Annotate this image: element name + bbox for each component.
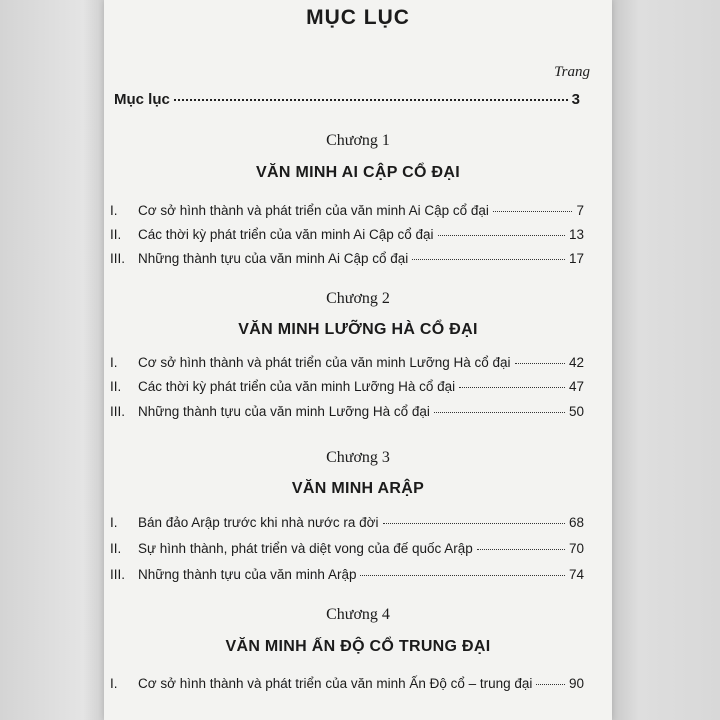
entry-page: 70 [568, 541, 584, 556]
toc-entry[interactable] [110, 515, 584, 530]
book-page [104, 0, 612, 720]
entry-text: Sự hình thành, phát triển và diệt vong của đế quốc Arập [138, 541, 473, 556]
toc-entry[interactable] [110, 203, 584, 218]
chapter-4-number: Chương 4 [326, 606, 390, 623]
entry-number: I. [110, 203, 118, 218]
dot-leader [438, 235, 565, 236]
dot-leader [515, 363, 565, 364]
entry-number: II. [110, 227, 122, 242]
chapter-2-number: Chương 2 [326, 290, 390, 307]
toc-entry[interactable] [110, 227, 584, 242]
dot-leader [493, 211, 573, 212]
page-column-label: Trang [554, 64, 590, 80]
entry-page: 50 [568, 404, 584, 419]
chapter-2-title: VĂN MINH LƯỠNG HÀ CỔ ĐẠI [238, 321, 478, 338]
toc-entry[interactable] [110, 541, 584, 556]
toc-entry-page: 3 [571, 91, 580, 108]
entry-number: I. [110, 676, 118, 691]
dot-leader [412, 259, 565, 260]
entry-text: Những thành tựu của văn minh Arập [138, 567, 357, 582]
chapter-1-number: Chương 1 [326, 132, 390, 149]
dot-leader [536, 684, 565, 685]
toc-entry[interactable] [110, 567, 584, 582]
page-title: MỤC LỤC [306, 6, 410, 29]
dot-leader [360, 575, 565, 576]
entry-number: II. [110, 541, 122, 556]
entry-page: 42 [568, 355, 584, 370]
toc-entry-muc-luc[interactable] [114, 91, 580, 108]
dot-leader [434, 412, 565, 413]
entry-page: 17 [568, 251, 584, 266]
chapter-4-title: VĂN MINH ẤN ĐỘ CỔ TRUNG ĐẠI [225, 638, 491, 655]
entry-text: Các thời kỳ phát triển của văn minh Lưỡng Hà cổ đại [138, 379, 456, 394]
toc-entry[interactable] [110, 676, 584, 691]
entry-number: I. [110, 515, 118, 530]
entry-number: I. [110, 355, 118, 370]
entry-number: III. [110, 567, 126, 582]
entry-text: Các thời kỳ phát triển của văn minh Ai Cập cổ đại [138, 227, 434, 242]
entry-text: Những thành tựu của văn minh Ai Cập cổ đại [138, 251, 409, 266]
entry-page: 7 [576, 203, 584, 218]
dot-leader [459, 387, 565, 388]
entry-text: Cơ sở hình thành và phát triển của văn minh Ấn Độ cổ – trung đại [138, 676, 533, 691]
entry-number: III. [110, 251, 126, 266]
toc-entry-label: Mục lục [114, 91, 170, 108]
entry-text: Cơ sở hình thành và phát triển của văn minh Ai Cập cổ đại [138, 203, 489, 218]
chapter-3-title: VĂN MINH ARẬP [291, 480, 425, 497]
toc-entry[interactable] [110, 404, 584, 419]
left-page-edge [0, 0, 104, 720]
entry-page: 47 [568, 379, 584, 394]
chapter-3-number: Chương 3 [326, 449, 390, 466]
entry-page: 68 [568, 515, 584, 530]
chapter-1-title: VĂN MINH AI CẬP CỔ ĐẠI [256, 164, 460, 181]
dot-leader [174, 99, 568, 101]
entry-number: II. [110, 379, 122, 394]
entry-page: 90 [568, 676, 584, 691]
toc-entry[interactable] [110, 251, 584, 266]
entry-text: Bán đảo Arập trước khi nhà nước ra đời [138, 515, 379, 530]
entry-text: Cơ sở hình thành và phát triển của văn minh Lưỡng Hà cổ đại [138, 355, 511, 370]
right-page-edge [612, 0, 720, 720]
toc-entry[interactable] [110, 355, 584, 370]
entry-page: 13 [568, 227, 584, 242]
entry-number: III. [110, 404, 126, 419]
entry-text: Những thành tựu của văn minh Lưỡng Hà cổ đại [138, 404, 430, 419]
entry-page: 74 [568, 567, 584, 582]
toc-entry[interactable] [110, 379, 584, 394]
dot-leader [477, 549, 565, 550]
dot-leader [383, 523, 565, 524]
